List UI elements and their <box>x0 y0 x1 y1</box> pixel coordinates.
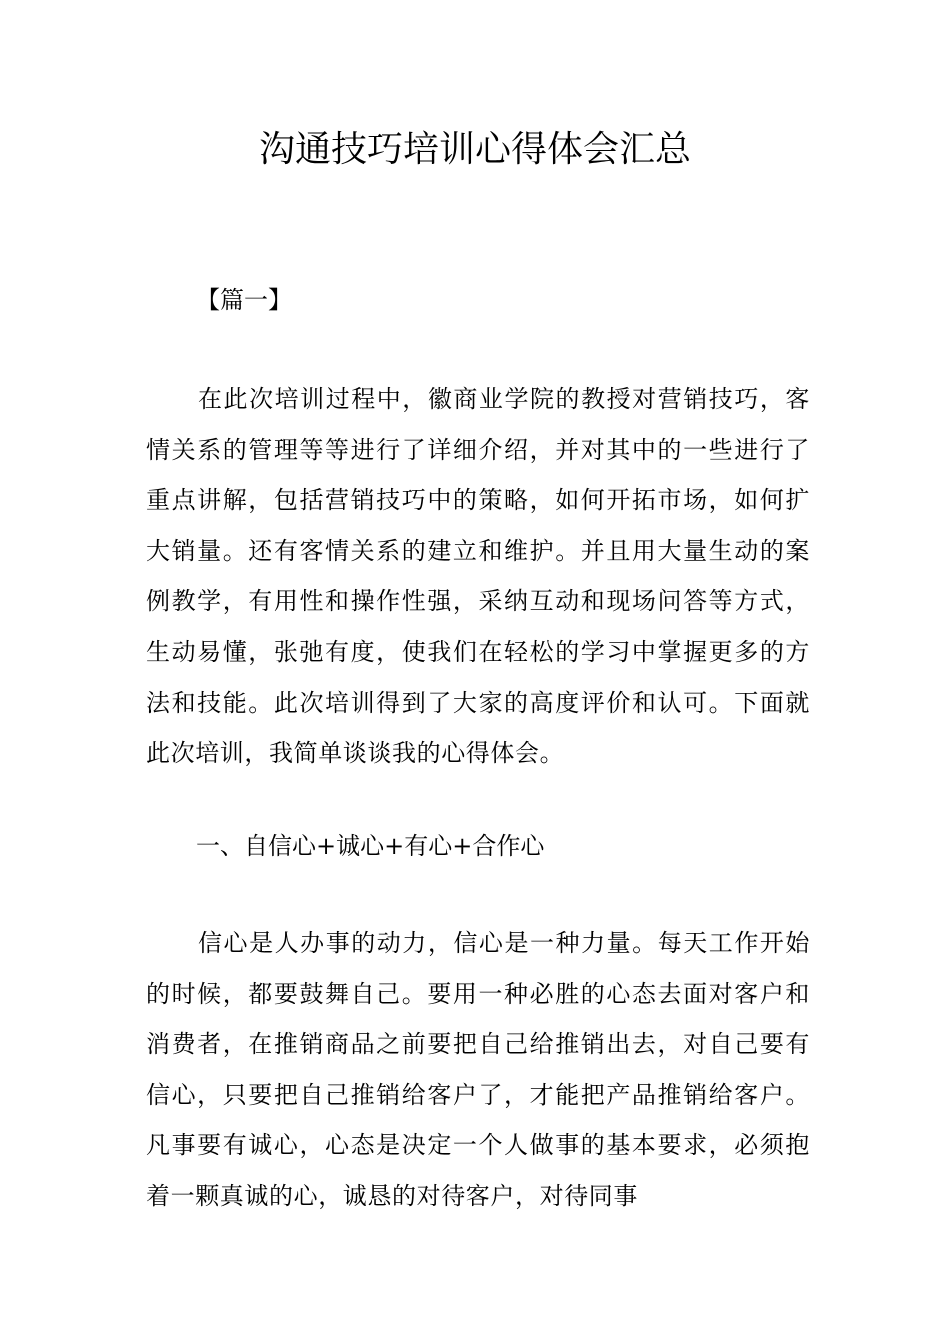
section-heading-1: 一、自信心+诚心+有心+合作心 <box>196 832 545 860</box>
document-title: 沟通技巧培训心得体会汇总 <box>258 129 691 170</box>
body-paragraph-2: 信心是人办事的动力，信心是一种力量。每天工作开始的时候，都要鼓舞自己。要用一种必胜的心态去面对客户和消费者，在推销商品之前要把自己给推销出去，对自己要有信心，只要把自己推销给客户了，才能把产品推销给客户。凡事要有诚心，心态是决定一个人做事的基本要求，必须抱着一颗真诚的心，诚恳的对待客户，对待同事 <box>146 929 810 1210</box>
section-marker: 【篇一】 <box>196 286 292 314</box>
body-paragraph-1: 在此次培训过程中，徽商业学院的教授对营销技巧，客情关系的管理等等进行了详细介绍，并对其中的一些进行了重点讲解，包括营销技巧中的策略，如何开拓市场，如何扩大销量。还有客情关系的建立和维护。并且用大量生动的案例教学，有用性和操作性强，采纳互动和现场问答等方式，生动易懂，张弛有度，使我们在轻松的学习中掌握更多的方法和技能。此次培训得到了大家的高度评价和认可。下面就此次培训，我简单谈谈我的心得体会。 <box>146 385 810 768</box>
